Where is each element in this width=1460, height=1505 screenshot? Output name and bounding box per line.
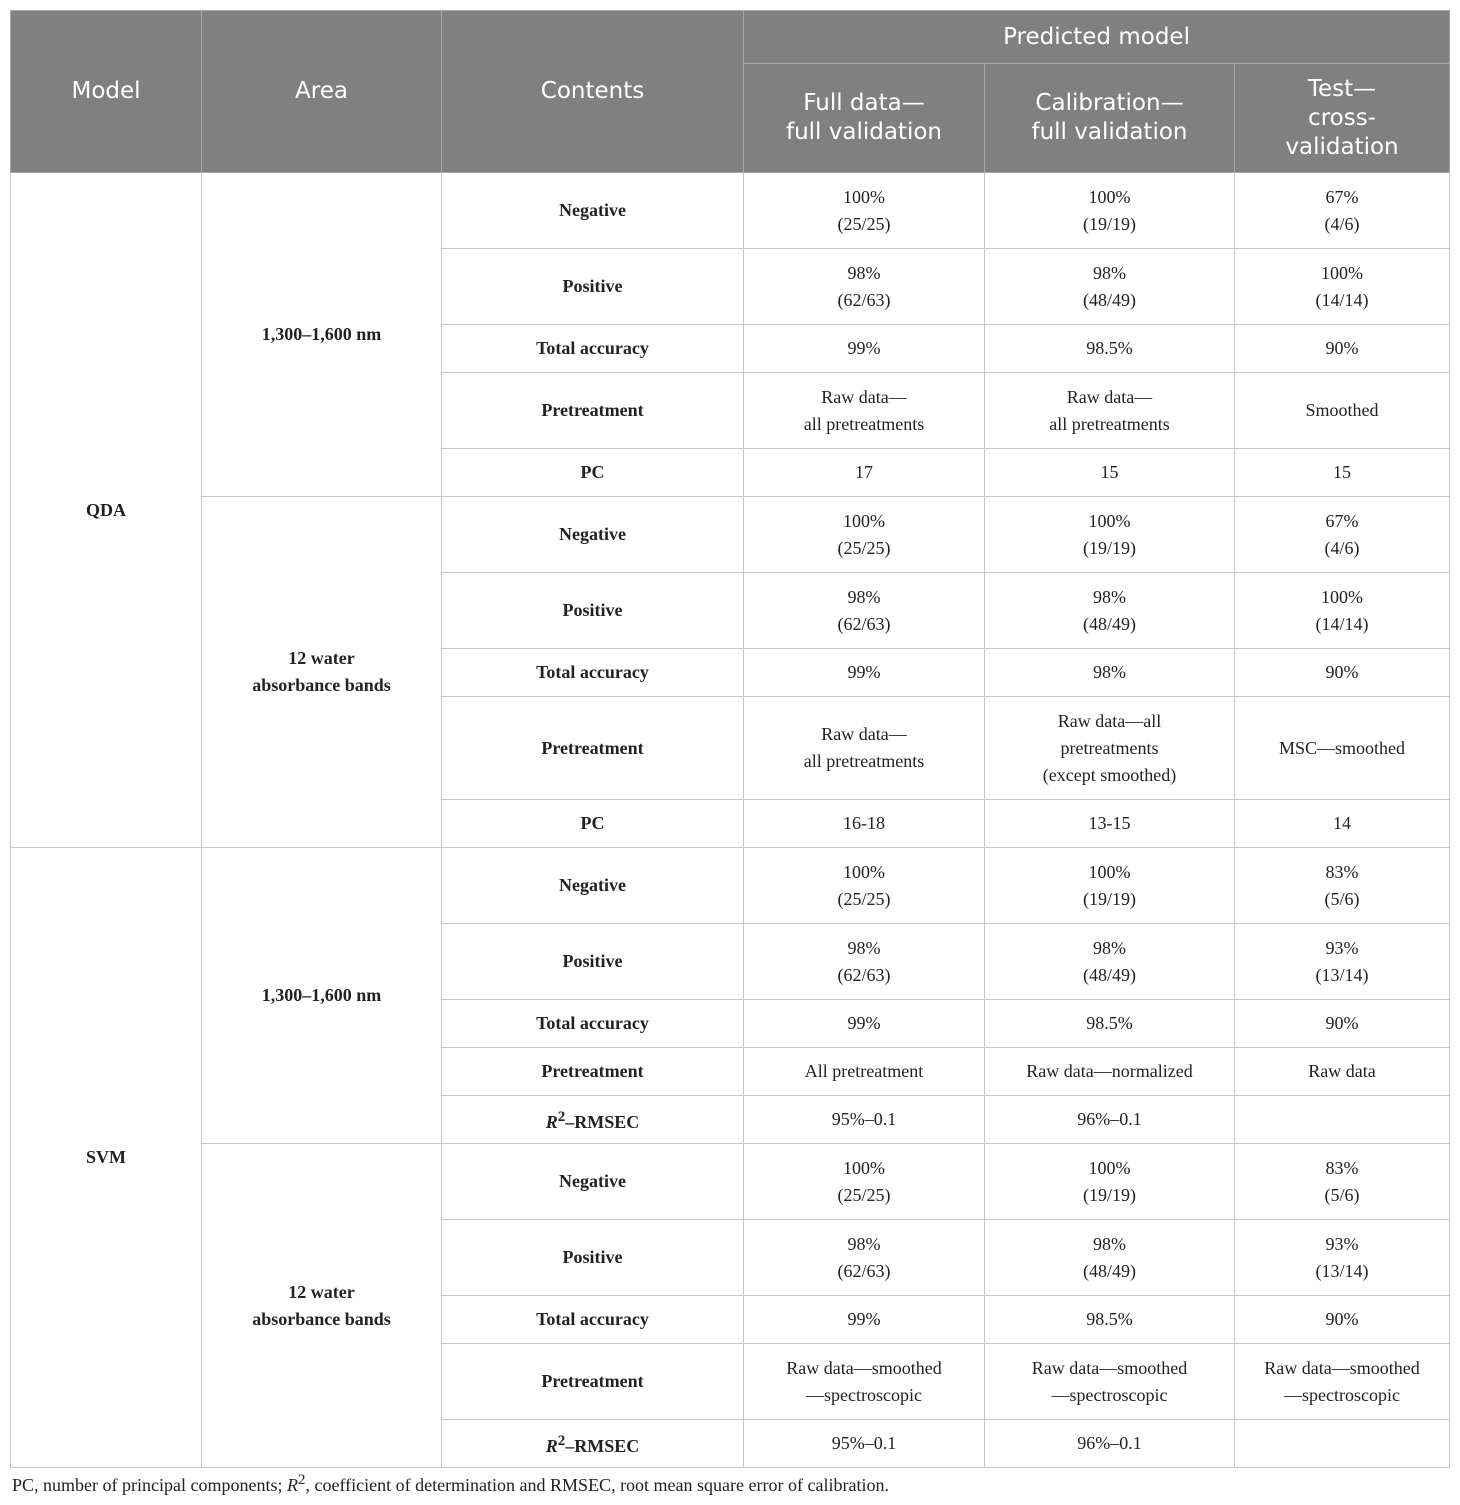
value-cell: 99%: [744, 649, 985, 697]
value-cell: All pretreatment: [744, 1048, 985, 1096]
value-cell: 100% (25/25): [744, 848, 985, 924]
value-cell: 15: [985, 449, 1235, 497]
value-cell: Raw data— all pretreatments: [744, 697, 985, 800]
value-cell: 98% (62/63): [744, 924, 985, 1000]
content-label: Positive: [442, 573, 744, 649]
content-label: Negative: [442, 173, 744, 249]
value-cell: 100% (25/25): [744, 173, 985, 249]
content-label: Total accuracy: [442, 1000, 744, 1048]
value-cell: 100% (19/19): [985, 848, 1235, 924]
content-label: Total accuracy: [442, 1296, 744, 1344]
content-label: PC: [442, 449, 744, 497]
content-label: Negative: [442, 848, 744, 924]
value-cell: 98% (48/49): [985, 924, 1235, 1000]
value-cell: 98.5%: [985, 1296, 1235, 1344]
table-row: [11, 497, 1450, 573]
value-cell: Raw data—smoothed —spectroscopic: [985, 1344, 1235, 1420]
content-label: Positive: [442, 1220, 744, 1296]
value-cell: 13-15: [985, 800, 1235, 848]
value-cell: 67% (4/6): [1235, 497, 1450, 573]
value-cell: 98% (62/63): [744, 1220, 985, 1296]
value-cell: 98.5%: [985, 325, 1235, 373]
header-calibration: Calibration— full validation: [985, 64, 1235, 173]
value-cell: 98% (48/49): [985, 573, 1235, 649]
value-cell: 100% (19/19): [985, 173, 1235, 249]
area-cell: 12 water absorbance bands: [202, 497, 442, 848]
value-cell: Raw data—all pretreatments (except smoothed): [985, 697, 1235, 800]
results-table: [10, 10, 1450, 1468]
content-label: Positive: [442, 924, 744, 1000]
value-cell: 67% (4/6): [1235, 173, 1450, 249]
value-cell: 98%: [985, 649, 1235, 697]
content-label: Total accuracy: [442, 325, 744, 373]
value-cell: 95%–0.1: [744, 1420, 985, 1468]
value-cell: 17: [744, 449, 985, 497]
value-cell: 100% (14/14): [1235, 249, 1450, 325]
header-area: Area: [202, 11, 442, 173]
content-label: Pretreatment: [442, 1048, 744, 1096]
value-cell: 95%–0.1: [744, 1096, 985, 1144]
value-cell: 99%: [744, 325, 985, 373]
value-cell: 96%–0.1: [985, 1420, 1235, 1468]
content-label: Pretreatment: [442, 697, 744, 800]
table-row: [11, 1144, 1450, 1220]
table-row: [11, 173, 1450, 249]
value-cell: [1235, 1420, 1450, 1468]
header-contents: Contents: [442, 11, 744, 173]
value-cell: 90%: [1235, 649, 1450, 697]
content-label: Negative: [442, 1144, 744, 1220]
content-label: PC: [442, 800, 744, 848]
value-cell: 16-18: [744, 800, 985, 848]
value-cell: Raw data—normalized: [985, 1048, 1235, 1096]
area-cell: 1,300–1,600 nm: [202, 173, 442, 497]
model-svm: SVM: [11, 848, 202, 1468]
value-cell: 98% (48/49): [985, 1220, 1235, 1296]
value-cell: 98% (48/49): [985, 249, 1235, 325]
value-cell: Raw data: [1235, 1048, 1450, 1096]
table-row: [11, 848, 1450, 924]
content-label: Positive: [442, 249, 744, 325]
header-model: Model: [11, 11, 202, 173]
value-cell: 98% (62/63): [744, 249, 985, 325]
value-cell: 14: [1235, 800, 1450, 848]
value-cell: 100% (19/19): [985, 497, 1235, 573]
content-label: Negative: [442, 497, 744, 573]
content-label: Pretreatment: [442, 1344, 744, 1420]
header-predicted-model: Predicted model: [744, 11, 1450, 64]
header-full-data: Full data— full validation: [744, 64, 985, 173]
header-test: Test— cross- validation: [1235, 64, 1450, 173]
value-cell: Smoothed: [1235, 373, 1450, 449]
area-cell: 1,300–1,600 nm: [202, 848, 442, 1144]
value-cell: 99%: [744, 1296, 985, 1344]
value-cell: Raw data— all pretreatments: [744, 373, 985, 449]
value-cell: 100% (25/25): [744, 1144, 985, 1220]
area-cell: 12 water absorbance bands: [202, 1144, 442, 1468]
value-cell: Raw data—smoothed —spectroscopic: [1235, 1344, 1450, 1420]
table-footnote: PC, number of principal components; $R^2$, coefficient of determination and RMSEC, root mean square error of calibration.: [12, 1472, 889, 1495]
value-cell: 83% (5/6): [1235, 848, 1450, 924]
value-cell: 98.5%: [985, 1000, 1235, 1048]
value-cell: 90%: [1235, 1000, 1450, 1048]
content-label: $R^2$–RMSEC: [442, 1420, 744, 1468]
value-cell: 100% (14/14): [1235, 573, 1450, 649]
value-cell: 100% (19/19): [985, 1144, 1235, 1220]
value-cell: Raw data—smoothed —spectroscopic: [744, 1344, 985, 1420]
model-qda: QDA: [11, 173, 202, 848]
value-cell: 99%: [744, 1000, 985, 1048]
value-cell: 15: [1235, 449, 1450, 497]
value-cell: 90%: [1235, 325, 1450, 373]
value-cell: 90%: [1235, 1296, 1450, 1344]
value-cell: [1235, 1096, 1450, 1144]
value-cell: 100% (25/25): [744, 497, 985, 573]
value-cell: MSC—smoothed: [1235, 697, 1450, 800]
value-cell: 93% (13/14): [1235, 924, 1450, 1000]
value-cell: 83% (5/6): [1235, 1144, 1450, 1220]
value-cell: 98% (62/63): [744, 573, 985, 649]
content-label: $R^2$–RMSEC: [442, 1096, 744, 1144]
value-cell: 96%–0.1: [985, 1096, 1235, 1144]
value-cell: 93% (13/14): [1235, 1220, 1450, 1296]
content-label: Total accuracy: [442, 649, 744, 697]
value-cell: Raw data— all pretreatments: [985, 373, 1235, 449]
content-label: Pretreatment: [442, 373, 744, 449]
